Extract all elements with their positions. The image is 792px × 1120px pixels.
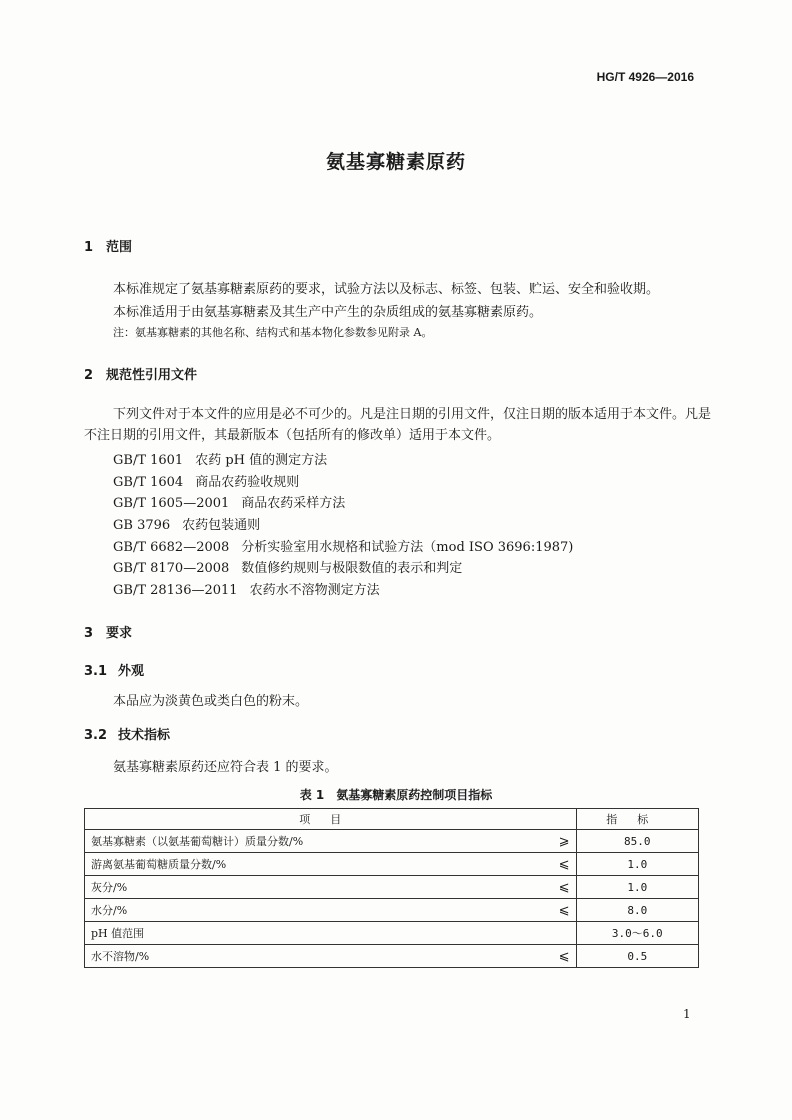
row-value: 1.0 bbox=[576, 876, 698, 899]
section-title: 要求 bbox=[106, 626, 133, 641]
section-title: 范围 bbox=[106, 240, 133, 255]
section-2-heading bbox=[84, 364, 197, 383]
header-value: 指标 bbox=[576, 809, 698, 830]
section-title: 规范性引用文件 bbox=[106, 368, 198, 383]
row-value: 1.0 bbox=[576, 853, 698, 876]
reference-item bbox=[113, 471, 299, 490]
subsection-number: 3.1 bbox=[84, 664, 108, 679]
section-number: 2 bbox=[84, 368, 94, 383]
table-row bbox=[85, 876, 699, 899]
row-operator: ⩽ bbox=[546, 876, 577, 899]
reference-code: GB/T 28136—2011 bbox=[113, 583, 238, 598]
subsection-title: 外观 bbox=[118, 664, 145, 679]
row-value: 85.0 bbox=[576, 830, 698, 853]
table-caption: 表 1 氨基寡糖素原药控制项目指标 bbox=[299, 788, 493, 802]
page-number: 1 bbox=[683, 1007, 691, 1021]
row-operator: ⩾ bbox=[546, 830, 577, 853]
reference-code: GB/T 1605—2001 bbox=[113, 496, 230, 511]
reference-code: GB/T 1604 bbox=[113, 475, 184, 490]
reference-code: GB/T 6682—2008 bbox=[113, 540, 230, 555]
reference-item bbox=[113, 579, 380, 598]
reference-title: 分析实验室用水规格和试验方法（mod ISO 3696:1987) bbox=[241, 540, 574, 555]
reference-item bbox=[113, 492, 345, 511]
reference-item bbox=[113, 514, 260, 533]
reference-title: 农药包装通则 bbox=[182, 518, 261, 533]
section-1-paragraph-2: 本标准适用于由氨基寡糖素及其生产中产生的杂质组成的氨基寡糖素原药。 bbox=[113, 305, 543, 320]
reference-title: 农药 pH 值的测定方法 bbox=[195, 453, 328, 468]
section-3-1-text: 本品应为淡黄色或类白色的粉末。 bbox=[113, 694, 309, 709]
reference-code: GB/T 1601 bbox=[113, 453, 184, 468]
section-3-1-heading bbox=[84, 660, 144, 679]
section-number: 1 bbox=[84, 240, 94, 255]
section-1-note: 注：氨基寡糖素的其他名称、结构式和基本物化参数参见附录 A。 bbox=[113, 326, 433, 339]
section-1-paragraph-1: 本标准规定了氨基寡糖素原药的要求，试验方法以及标志、标签、包装、贮运、安全和验收期。 bbox=[113, 282, 660, 297]
row-operator: ⩽ bbox=[546, 945, 577, 968]
standard-code: HG/T 4926—2016 bbox=[596, 70, 694, 84]
row-item: 水分/% bbox=[85, 899, 546, 922]
table-row bbox=[85, 945, 699, 968]
row-value: 8.0 bbox=[576, 899, 698, 922]
table-row bbox=[85, 853, 699, 876]
reference-item bbox=[113, 536, 573, 555]
row-item: pH 值范围 bbox=[85, 922, 546, 945]
row-value: 3.0～6.0 bbox=[576, 922, 698, 945]
reference-title: 商品农药验收规则 bbox=[195, 475, 300, 490]
section-number: 3 bbox=[84, 626, 94, 641]
table-header-row bbox=[85, 809, 699, 830]
subsection-title: 技术指标 bbox=[118, 728, 171, 743]
reference-title: 数值修约规则与极限数值的表示和判定 bbox=[241, 561, 463, 576]
row-operator: ⩽ bbox=[546, 853, 577, 876]
row-item: 游离氨基葡萄糖质量分数/% bbox=[85, 853, 546, 876]
row-item: 氨基寡糖素（以氨基葡萄糖计）质量分数/% bbox=[85, 830, 546, 853]
section-2-intro: 下列文件对于本文件的应用是必不可少的。凡是注日期的引用文件，仅注日期的版本适用于本文件。凡是不注日期的引用文件，其最新版本（包括所有的修改单）适用于本文件。 bbox=[84, 407, 712, 443]
document-title: 氨基寡糖素原药 bbox=[325, 151, 466, 173]
reference-title: 商品农药采样方法 bbox=[241, 496, 346, 511]
spec-table bbox=[84, 808, 699, 968]
section-3-2-heading bbox=[84, 724, 170, 743]
table-row bbox=[85, 899, 699, 922]
table-row bbox=[85, 922, 699, 945]
reference-item bbox=[113, 449, 327, 468]
row-value: 0.5 bbox=[576, 945, 698, 968]
row-operator bbox=[546, 922, 577, 945]
header-item: 项目 bbox=[85, 809, 577, 830]
row-operator: ⩽ bbox=[546, 899, 577, 922]
row-item: 灰分/% bbox=[85, 876, 546, 899]
reference-title: 农药水不溶物测定方法 bbox=[249, 583, 380, 598]
section-3-heading bbox=[84, 622, 132, 641]
section-1-heading bbox=[84, 236, 132, 255]
section-3-2-text: 氨基寡糖素原药还应符合表 1 的要求。 bbox=[113, 760, 338, 775]
table-row bbox=[85, 830, 699, 853]
row-item: 水不溶物/% bbox=[85, 945, 546, 968]
reference-code: GB 3796 bbox=[113, 518, 171, 533]
reference-code: GB/T 8170—2008 bbox=[113, 561, 230, 576]
reference-item bbox=[113, 557, 462, 576]
subsection-number: 3.2 bbox=[84, 728, 108, 743]
